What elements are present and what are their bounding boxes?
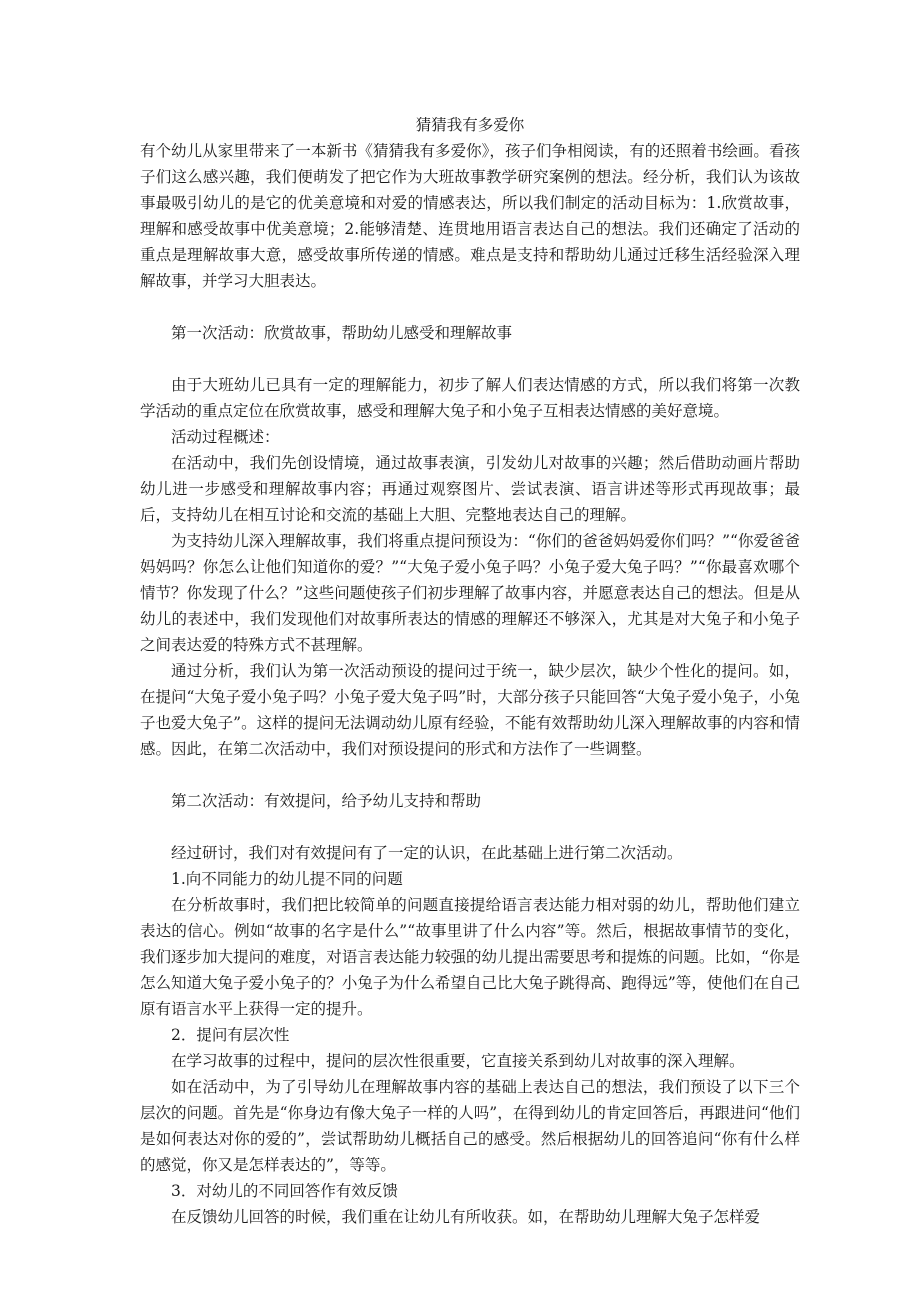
intro-paragraph: 有个幼儿从家里带来了一本新书《猜猜我有多爱你》，孩子们争相阅读，有的还照着书绘画。看孩子们这么感兴趣，我们便萌发了把它作为大班故事教学研究案例的想法。经分析，我们认为该故事最吸引幼儿的是它的优美意境和对爱的情感表达，所以我们制定的活动目标为：1.欣赏故事，理解和感受故事中优美意境；2.能够清楚、连贯地用语言表达自己的想法。我们还确定了活动的重点是理解故事大意，感受故事所传递的情感。难点是支持和帮助幼儿通过迁移生活经验深入理解故事，并学习大胆表达。	[140, 142, 800, 290]
section1-paragraph: 由于大班幼儿已具有一定的理解能力，初步了解人们表达情感的方式，所以我们将第一次教学活动的重点定位在欣赏故事，感受和理解大兔子和小兔子互相表达情感的美好意境。	[140, 376, 800, 420]
subheading: 3．对幼儿的不同回答作有效反馈	[171, 1182, 398, 1200]
section2-paragraph: 经过研讨，我们对有效提问有了一定的认识，在此基础上进行第二次活动。	[171, 844, 683, 862]
spacer	[140, 814, 800, 840]
spacer	[140, 762, 800, 788]
spacer	[140, 294, 800, 320]
section1-heading: 第一次活动：欣赏故事，帮助幼儿感受和理解故事	[171, 324, 513, 342]
section2-heading: 第二次活动：有效提问，给予幼儿支持和帮助	[171, 792, 482, 810]
section2-paragraph: 在学习故事的过程中，提问的层次性很重要，它直接关系到幼儿对故事的深入理解。	[171, 1052, 745, 1070]
spacer	[140, 346, 800, 372]
section2-paragraph: 在反馈幼儿回答的时候，我们重在让幼儿有所收获。如，在帮助幼儿理解大兔子怎样爱	[171, 1208, 761, 1226]
section2-paragraph: 如在活动中，为了引导幼儿在理解故事内容的基础上表达自己的想法，我们预设了以下三个层次的问题。首先是“你身边有像大兔子一样的人吗”，在得到幼儿的肯定回答后，再跟进问“他们是如何表达对你的爱的”，尝试帮助幼儿概括自己的感受。然后根据幼儿的回答追问“你有什么样的感觉，你又是怎样表达的”，等等。	[140, 1078, 800, 1174]
section1-paragraph: 在活动中，我们先创设情境，通过故事表演，引发幼儿对故事的兴趣；然后借助动画片帮助幼儿进一步感受和理解故事内容；再通过观察图片、尝试表演、语言讲述等形式再现故事；最后，支持幼儿在相互讨论和交流的基础上大胆、完整地表达自己的理解。	[140, 454, 800, 524]
section1-paragraph: 活动过程概述：	[171, 428, 280, 446]
document-title: 猜猜我有多爱你	[415, 116, 525, 134]
section1-paragraph: 通过分析，我们认为第一次活动预设的提问过于统一，缺少层次，缺少个性化的提问。如，在提问“大兔子爱小兔子吗？小兔子爱大兔子吗”时，大部分孩子只能回答“大兔子爱小兔子，小兔子也爱大兔子”。这样的提问无法调动幼儿原有经验，不能有效帮助幼儿深入理解故事的内容和情感。因此，在第二次活动中，我们对预设提问的形式和方法作了一些调整。	[140, 662, 800, 758]
section2-paragraph: 在分析故事时，我们把比较简单的问题直接提给语言表达能力相对弱的幼儿，帮助他们建立表达的信心。例如“故事的名字是什么”“故事里讲了什么内容”等。然后，根据故事情节的变化，我们逐步加大提问的难度，对语言表达能力较强的幼儿提出需要思考和提炼的问题。比如，“你是怎么知道大兔子爱小兔子的？小兔子为什么希望自己比大兔子跳得高、跑得远”等，使他们在自己原有语言水平上获得一定的提升。	[140, 896, 800, 1018]
subheading: 1.向不同能力的幼儿提不同的问题	[171, 870, 403, 888]
section1-paragraph: 为支持幼儿深入理解故事，我们将重点提问预设为：“你们的爸爸妈妈爱你们吗？”“你爱爸爸妈妈吗？你怎么让他们知道你的爱？”“大兔子爱小兔子吗？小兔子爱大兔子吗？”“你最喜欢哪个情节？你发现了什么？”这些问题使孩子们初步理解了故事内容，并愿意表达自己的想法。但是从幼儿的表述中，我们发现他们对故事所表达的情感的理解还不够深入，尤其是对大兔子和小兔子之间表达爱的特殊方式不甚理解。	[140, 532, 800, 654]
subheading: 2．提问有层次性	[171, 1026, 290, 1044]
document-page	[140, 112, 800, 1230]
